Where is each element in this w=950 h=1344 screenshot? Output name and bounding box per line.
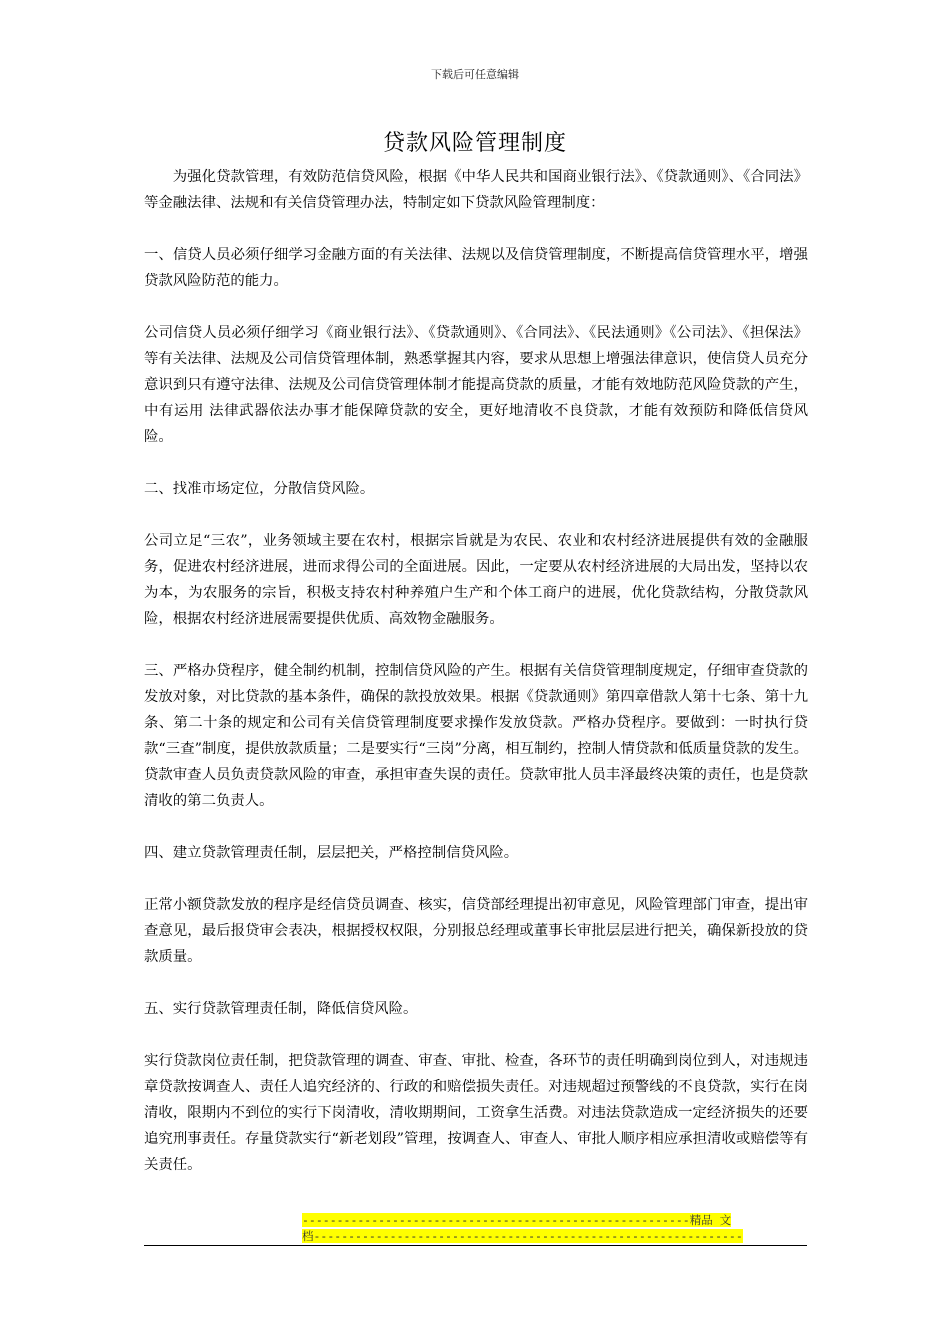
document-title: 贷款风险管理制度 bbox=[382, 131, 567, 156]
footer-line-1: --------------------------------------------------------精品 文 bbox=[302, 1213, 732, 1227]
footer-line-2: 档-------------------------------------------------------------- bbox=[302, 1229, 743, 1243]
section-heading-5: 五、实行贷款管理责任制，降低信贷风险。 bbox=[144, 1001, 418, 1017]
section-heading-1: 一、信贷人员必须仔细学习金融方面的有关法律、法规以及信贷管理制度，不断提高信贷管理水平，增强贷款风险防范的能力。 bbox=[144, 247, 808, 289]
body-paragraph: 公司信贷人员必须仔细学习《商业银行法》、《贷款通则》、《合同法》、《民法通则》《公司法》、《担保法》等有关法律、法规及公司信贷管理体制，熟悉掌握其内容，要求从思想上增强法律意识，使信贷人员充分意识到只有遵守法律、法规及公司信贷管理体制才能提高贷款的质量，才能有效地防范风险贷款的产生，中有运用 法律武器依法办事才能保障贷款的安全，更好地清收不良贷款，才能有效预防和降低信贷风险。 bbox=[144, 325, 808, 445]
footer-rule bbox=[144, 1245, 807, 1246]
section-heading-3: 三、严格办贷程序，健全制约机制，控制信贷风险的产生。根据有关信贷管理制度规定，仔细审查贷款的发放对象，对比贷款的基本条件，确保的款投放效果。根据《贷款通则》第四章借款人第十七条、第十九条、第二十条的规定和公司有关信贷管理制度要求操作发放贷款。严格办贷程序。要做到：一时执行贷款“三查”制度，提供放款质量；二是要实行“三岗”分离，相互制约，控制人情贷款和低质量贷款的发生。贷款审查人员负责贷款风险的审查，承担审查失误的责任。贷款审批人员丰泽最终决策的责任，也是贷款清收的第二负责人。 bbox=[144, 663, 808, 809]
body-paragraph: 公司立足“三农”，业务领域主要在农村，根据宗旨就是为农民、农业和农村经济进展提供有效的金融服务，促进农村经济进展，进而求得公司的全面进展。因此，一定要从农村经济进展的大局出发，坚持以农为本，为农服务的宗旨，积极支持农村种养殖户生产和个体工商户的进展，优化贷款结构，分散贷款风险，根据农村经济进展需要提供优质、高效物金融服务。 bbox=[144, 533, 808, 627]
section-heading-2: 二、找准市场定位，分散信贷风险。 bbox=[144, 481, 375, 497]
intro-paragraph: 为强化贷款管理，有效防范信贷风险，根据《中华人民共和国商业银行法》、《贷款通则》、《合同法》等金融法律、法规和有关信贷管理办法，特制定如下贷款风险管理制度： bbox=[144, 169, 808, 211]
document-body bbox=[144, 164, 808, 1204]
body-paragraph: 正常小额贷款发放的程序是经信贷员调查、核实，信贷部经理提出初审意见，风险管理部门审查，提出审查意见，最后报贷审会表决，根据授权权限，分别报总经理或董事长审批层层进行把关，确保新投放的贷款质量。 bbox=[144, 897, 808, 965]
page-header: 下载后可任意编辑 bbox=[431, 68, 519, 81]
footer-watermark bbox=[302, 1212, 743, 1244]
body-paragraph: 实行贷款岗位责任制，把贷款管理的调查、审查、审批、检查，各环节的责任明确到岗位到人，对违规违章贷款按调查人、责任人追究经济的、行政的和赔偿损失责任。对违规超过预警线的不良贷款，实行在岗清收，限期内不到位的实行下岗清收，清收期期间，工资拿生活费。对违法贷款造成一定经济损失的还要追究刑事责任。存量贷款实行“新老划段”管理，按调查人、审查人、审批人顺序相应承担清收或赔偿等有关责任。 bbox=[144, 1053, 808, 1173]
section-heading-4: 四、建立贷款管理责任制，层层把关，严格控制信贷风险。 bbox=[144, 845, 519, 861]
